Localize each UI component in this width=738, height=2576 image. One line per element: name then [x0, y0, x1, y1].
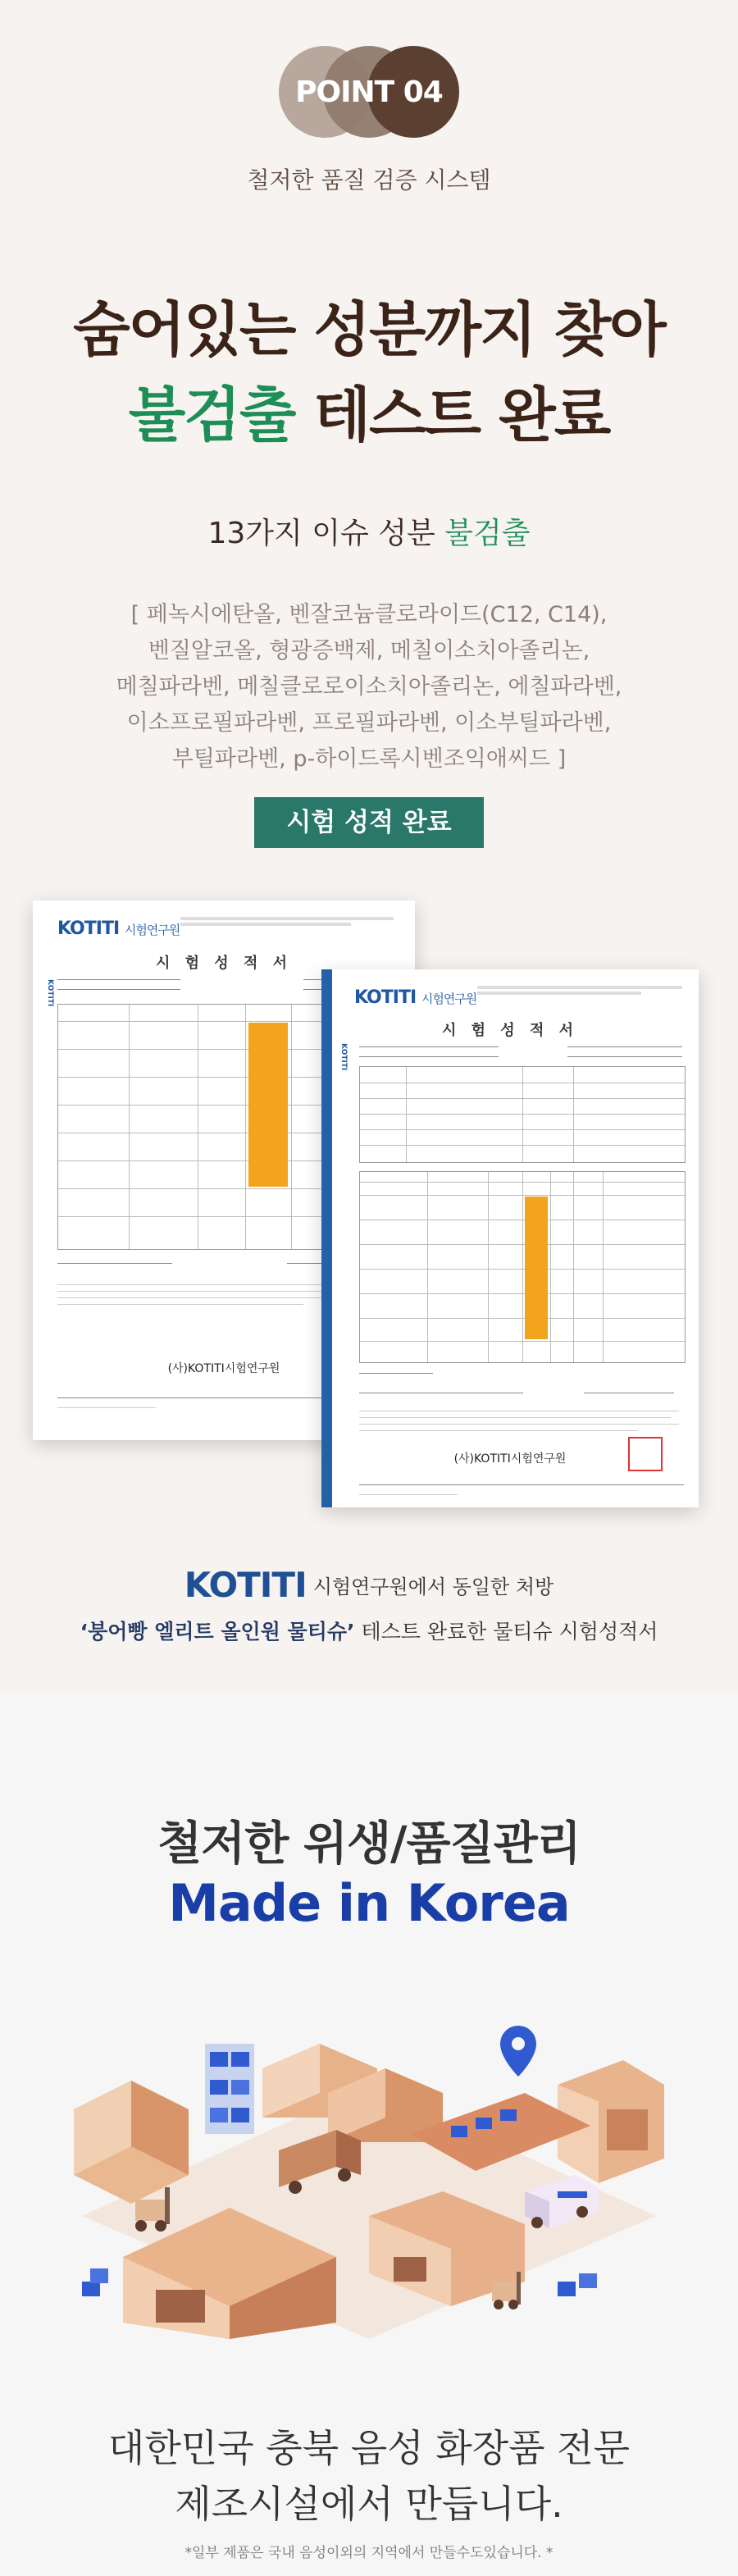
ingredient-line: [ 페녹시에탄올, 벤잘코늄클로라이드(C12, C14),	[130, 602, 608, 627]
manufacturing-section	[0, 1691, 738, 2576]
certificate-title: 시 험 성 적 서	[441, 1022, 578, 1039]
official-stamp	[628, 1437, 663, 1471]
eyebrow-text: 철저한 품질 검증 시스템	[247, 166, 491, 194]
certificate-side-logo: KOTITI	[339, 1043, 348, 1071]
koti-caption-line2: ‘붕어빵 엘리트 올인원 물티슈’ 테스트 완료한 물티슈 시험성적서	[80, 1620, 658, 1644]
map-pin-icon	[500, 2026, 536, 2077]
ingredient-list	[66, 597, 672, 777]
subheading-prefix: 13가지 이슈 성분	[207, 517, 445, 550]
headline-line1: 숨어있는 성분까지 찾아	[73, 295, 665, 364]
koti-logo: KOTITI 시험연구원	[57, 919, 180, 939]
koti-caption-line1: KOTITI 시험연구원에서 동일한 처방	[184, 1565, 554, 1605]
made-in-korea: Made in Korea	[168, 1873, 570, 1933]
ingredient-line: 부틸파라벤, p-하이드록시벤조익애씨드 ]	[171, 746, 567, 772]
point-badge-label: POINT 04	[295, 75, 443, 109]
result-badge: 시험 성적 완료	[254, 797, 484, 848]
koti-brand-logo: KOTITI	[184, 1565, 307, 1605]
ingredient-line: 벤질알코올, 형광증백제, 메칠이소치아졸리논,	[148, 638, 590, 663]
point-badge	[279, 46, 459, 138]
subheading	[0, 510, 738, 552]
headline-line2	[0, 367, 738, 453]
footnote: *일부 제품은 국내 음성이외의 지역에서 만들수도있습니다. *	[184, 2545, 554, 2561]
factory-location-line2: 제조시설에서 만듭니다.	[175, 2482, 563, 2526]
certificate-org: (사)KOTITI시험연구원	[453, 1452, 567, 1466]
factory-illustration	[66, 2011, 672, 2339]
koti-logo: KOTITI 시험연구원	[354, 987, 477, 1008]
ingredient-line: 이소프로필파라벤, 프로필파라벤, 이소부틸파라벤,	[126, 710, 612, 736]
headline-green-word: 불검출	[128, 381, 295, 449]
certificate-title: 시 험 성 적 서	[155, 955, 292, 972]
certificate-side-logo: KOTITI	[46, 979, 54, 1007]
subheading-green: 불검출	[444, 517, 531, 550]
certificate-org: (사)KOTITI시험연구원	[167, 1362, 280, 1375]
test-certificate-image	[321, 969, 699, 1507]
factory-location-line1: 대한민국 충북 음성 화장품 전문	[107, 2426, 631, 2470]
ingredient-line: 메칠파라벤, 메칠클로로이소치아졸리논, 에칠파라벤,	[116, 674, 622, 700]
hygiene-title: 철저한 위생/품질관리	[157, 1817, 581, 1871]
headline-line2-rest: 테스트 완료	[294, 381, 610, 449]
